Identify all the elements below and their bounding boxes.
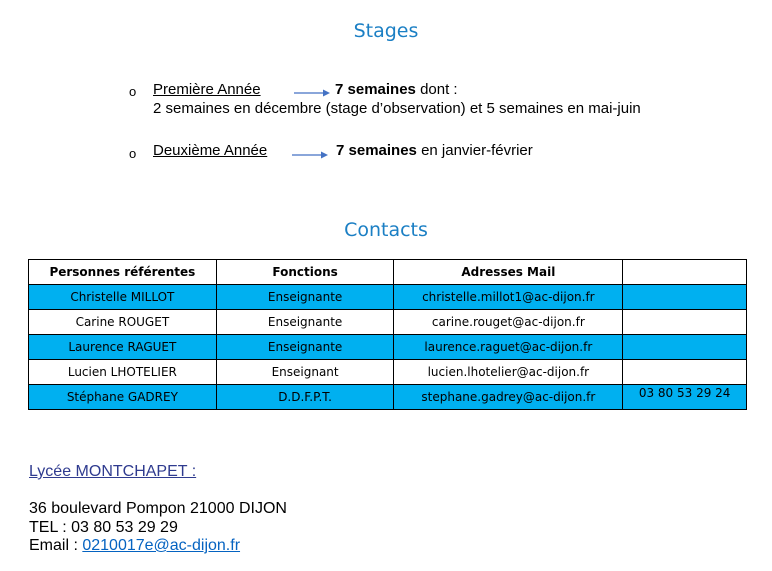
contact-phone bbox=[623, 310, 747, 335]
table-row bbox=[29, 385, 747, 410]
school-email-link[interactable]: 0210017e@ac-dijon.fr bbox=[82, 537, 241, 554]
stage-premiere-detail: 2 semaines en décembre (stage d’observation) et 5 semaines en mai-juin bbox=[153, 100, 641, 117]
contact-name: Lucien LHOTELIER bbox=[29, 360, 217, 385]
contact-email[interactable]: christelle.millot1@ac-dijon.fr bbox=[394, 285, 623, 310]
contacts-table bbox=[28, 259, 747, 410]
stage-premiere-suffix: dont : bbox=[420, 81, 458, 98]
table-row bbox=[29, 360, 747, 385]
stage-deuxieme-label: Deuxième Année bbox=[153, 142, 268, 159]
arrow-right-icon bbox=[294, 88, 330, 98]
contact-name: Stéphane GADREY bbox=[29, 385, 217, 410]
contact-email[interactable]: carine.rouget@ac-dijon.fr bbox=[394, 310, 623, 335]
school-name[interactable]: Lycée MONTCHAPET : bbox=[29, 463, 197, 480]
arrow-right-icon bbox=[292, 150, 328, 160]
contact-role: Enseignante bbox=[216, 310, 394, 335]
contact-role: Enseignant bbox=[216, 360, 394, 385]
stage-premiere-duration-line bbox=[335, 81, 458, 98]
contact-role: D.D.F.P.T. bbox=[216, 385, 394, 410]
column-header-functions: Fonctions bbox=[216, 260, 394, 285]
table-row bbox=[29, 285, 747, 310]
stage-deuxieme-suffix: en janvier-février bbox=[421, 142, 533, 159]
table-row bbox=[29, 310, 747, 335]
contact-phone bbox=[623, 360, 747, 385]
stage-deuxieme-line bbox=[153, 142, 267, 159]
school-address: 36 boulevard Pompon 21000 DIJON bbox=[29, 500, 287, 517]
contact-phone: 03 80 53 29 24 bbox=[623, 385, 747, 410]
contact-role: Enseignante bbox=[216, 285, 394, 310]
contact-email[interactable]: laurence.raguet@ac-dijon.fr bbox=[394, 335, 623, 360]
column-header-persons: Personnes référentes bbox=[29, 260, 217, 285]
bullet-icon: o bbox=[129, 146, 137, 161]
column-header-emails: Adresses Mail bbox=[394, 260, 623, 285]
stage-deuxieme-duration: 7 semaines bbox=[336, 142, 417, 159]
bullet-icon: o bbox=[129, 84, 137, 99]
contacts-title: Contacts bbox=[344, 219, 428, 241]
school-email-line bbox=[29, 537, 240, 555]
stage-premiere-label: Première Année bbox=[153, 81, 261, 98]
table-row bbox=[29, 335, 747, 360]
contact-name: Christelle MILLOT bbox=[29, 285, 217, 310]
contact-role: Enseignante bbox=[216, 335, 394, 360]
stage-premiere-line bbox=[153, 81, 261, 98]
contact-name: Carine ROUGET bbox=[29, 310, 217, 335]
stage-premiere-duration: 7 semaines bbox=[335, 81, 416, 98]
contact-phone bbox=[623, 285, 747, 310]
stage-deuxieme-duration-line bbox=[336, 142, 533, 159]
table-header-row bbox=[29, 260, 747, 285]
contact-email[interactable]: lucien.lhotelier@ac-dijon.fr bbox=[394, 360, 623, 385]
contact-phone bbox=[623, 335, 747, 360]
stages-title: Stages bbox=[353, 20, 419, 42]
contact-email[interactable]: stephane.gadrey@ac-dijon.fr bbox=[394, 385, 623, 410]
column-header-phone bbox=[623, 260, 747, 285]
school-phone: TEL : 03 80 53 29 29 bbox=[29, 519, 178, 536]
contact-name: Laurence RAGUET bbox=[29, 335, 217, 360]
email-label: Email : bbox=[29, 537, 83, 554]
